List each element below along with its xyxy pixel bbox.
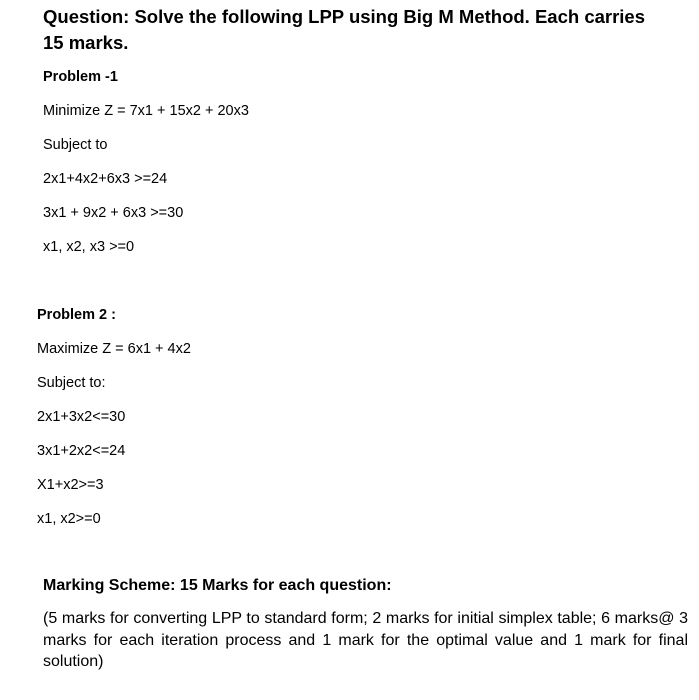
marking-scheme-heading: Marking Scheme: 15 Marks for each question: xyxy=(43,577,392,594)
problem2-subject-to: Subject to: xyxy=(37,375,106,391)
problem2-constraint-1: 2x1+3x2<=30 xyxy=(37,409,126,425)
problem1-constraint-1: 2x1+4x2+6x3 >=24 xyxy=(43,171,168,187)
problem2-constraint-3: X1+x2>=3 xyxy=(37,477,104,493)
problem1-nonnegativity: x1, x2, x3 >=0 xyxy=(43,239,135,255)
problem1-objective: Minimize Z = 7x1 + 15x2 + 20x3 xyxy=(43,103,249,119)
problem1-heading: Problem -1 xyxy=(43,69,118,85)
problem1-constraint-2: 3x1 + 9x2 + 6x3 >=30 xyxy=(43,205,184,221)
problem2-nonnegativity: x1, x2>=0 xyxy=(37,511,101,527)
problem2-objective: Maximize Z = 6x1 + 4x2 xyxy=(37,341,191,357)
marking-scheme-body: (5 marks for converting LPP to standard form; 2 marks for initial simplex table; 6 marks@ 3 marks for each iteration process and 1 mark for the optimal value and 1 mark for final solution) xyxy=(43,610,688,670)
problem1-subject-to: Subject to xyxy=(43,137,108,153)
question-title: Question: Solve the following LPP using Big M Method. Each carries 15 marks. xyxy=(43,6,646,53)
problem2-constraint-2: 3x1+2x2<=24 xyxy=(37,443,126,459)
problem2-heading: Problem 2 : xyxy=(37,307,116,323)
